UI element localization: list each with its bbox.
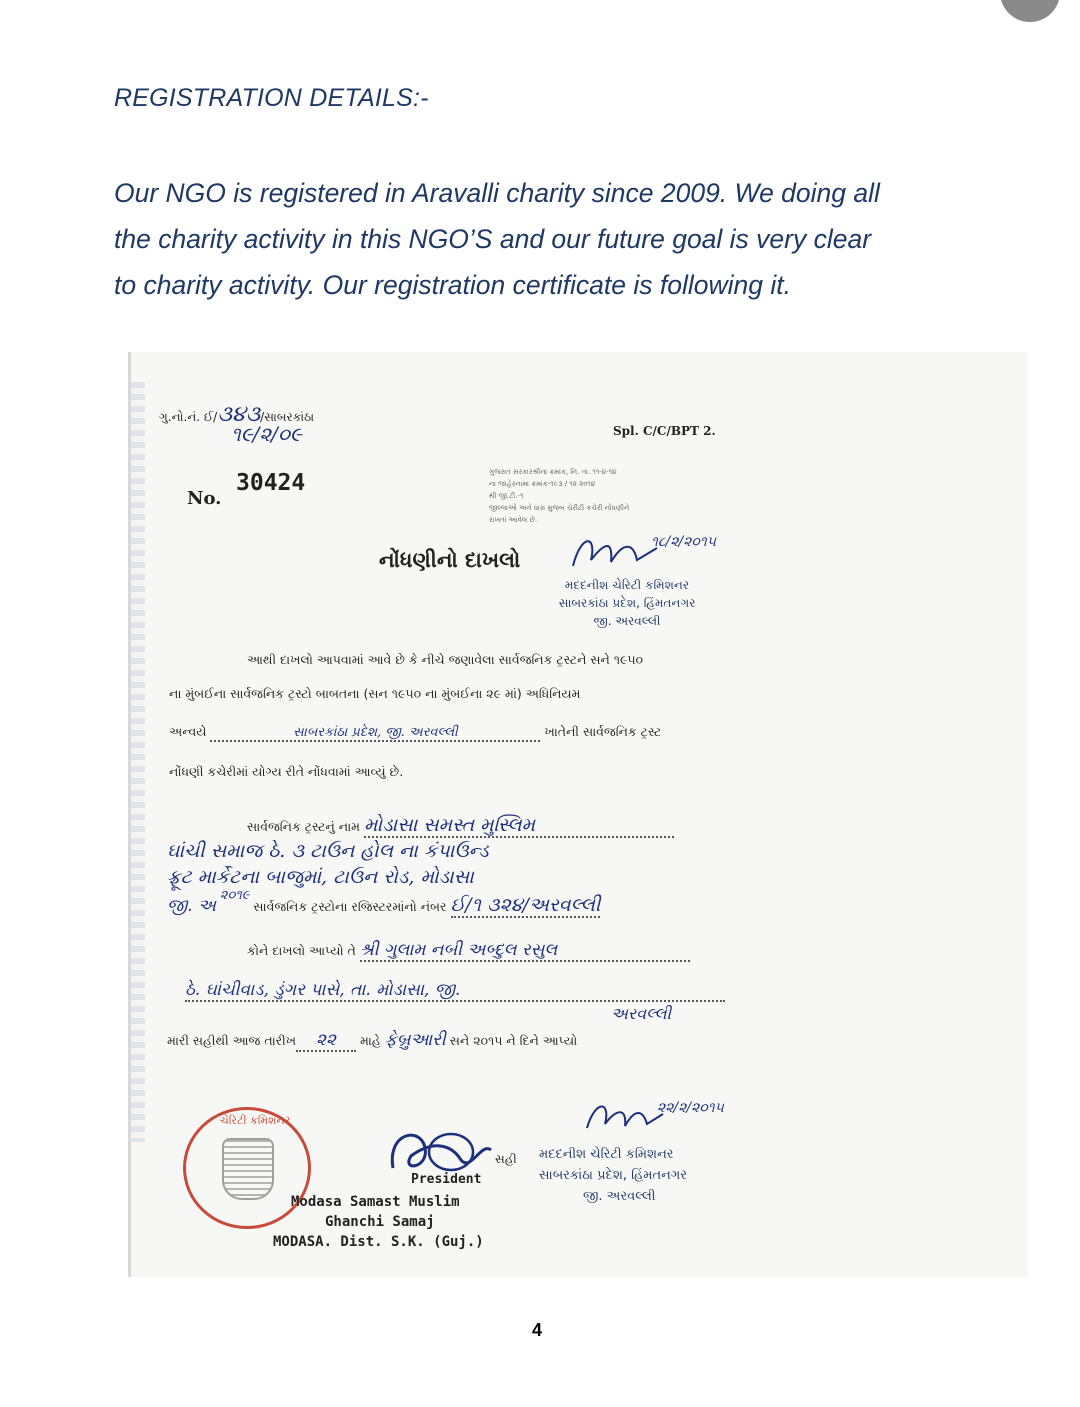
certificate-scan xyxy=(128,352,1028,1277)
stamp-president: President xyxy=(411,1172,482,1187)
page-heading: REGISTRATION DETAILS:- xyxy=(114,84,429,112)
no-label: No. xyxy=(187,488,222,509)
body-line-5: નોંધણી કચેરીમાં યોગ્ય રીતે નોંધવામાં આવ્યું છે. xyxy=(169,764,404,779)
body-line-3: અન્વયે સાબરકાંઠા પ્રદેશ, જી. અરવલ્લી ખાતેની સાર્વજનિક ટ્રસ્ટ xyxy=(169,724,662,740)
intro-paragraph xyxy=(114,170,994,308)
top-left-ref: ગુ.નો.નં. ઈ/૩૪૩/સાબરકાંઠા xyxy=(159,402,315,427)
registry-row: જી. અ ૨૦૧૯ સાર્વજનિક ટ્રસ્ટોના રજિસ્ટરમાંનો નંબર ઈ/૧ ૩૨૪/અરવલ્લી xyxy=(167,888,601,916)
bottom-signature-date: ૨૨/૨/૨૦૧૫ xyxy=(657,1100,724,1116)
issued-to-row: કોને દાખલો આપ્યો તે શ્રી ગુલામ નબી અબ્દુલ રસુલ xyxy=(247,940,690,962)
intro-line: the charity activity in this NGO’S and our future goal is very clear xyxy=(114,224,872,254)
stamp-samaj: Ghanchi Samaj xyxy=(325,1214,435,1230)
certificate-title: નોંધણીનો દાખલો xyxy=(379,548,521,572)
stamp-trust-name: Modasa Samast Muslim xyxy=(291,1194,460,1210)
issued-to-address-2: અરવલ્લી xyxy=(611,1004,672,1023)
sahi-label: સહી xyxy=(495,1152,517,1166)
top-left-date: ૧૯/૨/૦૯ xyxy=(231,422,302,446)
page-corner-button[interactable] xyxy=(1000,0,1060,22)
intro-line: Our NGO is registered in Aravalli charity since 2009. We doing all xyxy=(114,178,880,208)
charity-commissioner-seal: ચેરિટી કમિશનર xyxy=(183,1107,311,1229)
stamp-address: MODASA. Dist. S.K. (Guj.) xyxy=(273,1234,484,1250)
serial-number: 30424 xyxy=(236,470,306,496)
trust-address-line-3: ફ્રૂટ માર્કેટના બાજુમાં, ટાઉન રોડ, મોડાસા xyxy=(167,866,474,888)
top-right-note: ગુજરાત સરકારશ્રીના ક્રમાંક, નિ. તા. ૧૧-૪-૧૪ ના જાહેરનામા ક્રમાંક-૧૯૩ / ૧૨ ૨૦૧૪ થી જી.ટી.-૧ જીલ્લાઓ અને ધારા મુજબ ચેરીટી કચેરી નોંધણીને રાખતાં આવેલ છે. xyxy=(489,468,630,524)
trust-name-row: સાર્વજનિક ટ્રસ્ટનું નામ મોડાસા સમસ્ત મુસ્લિમ xyxy=(247,814,674,838)
top-signature-date: ૧૮/૨/૨૦૧૫ xyxy=(651,534,716,550)
issue-date-row: મારી સહીથી આજ તારીખ ૨૨ માહે ફેબ્રુઆરી સને ૨૦૧૫ ને દિને આપ્યો xyxy=(167,1030,578,1050)
issued-to-address: ઠે. ઘાંચીવાડ, ડુંગર પાસે, તા. મોડાસા, જી. xyxy=(185,980,725,1002)
intro-line: to charity activity. Our registration certificate is following it. xyxy=(114,270,791,300)
body-line-1: આથી દાખલો આપવામાં આવે છે કે નીચે જણાવેલા સાર્વજનિક ટ્રસ્ટને સને ૧૯૫૦ xyxy=(247,652,644,667)
bottom-officer-block: મદદનીશ ચેરિટી કમિશનર સાબરકાંઠા પ્રદેશ, હિંમતનગર જી. અરવલ્લી xyxy=(539,1147,687,1204)
top-officer-block: મદદનીશ ચેરિટી કમિશનર સાબરકાંઠા પ્રદેશ, હિંમતનગર જી. અરવલ્લી xyxy=(558,578,696,628)
scan-edge-artifact xyxy=(131,382,145,1142)
trust-address-line-2: ઘાંચી સમાજ ઠે. ૩ ટાઉન હોલ ના કંપાઉન્ડ xyxy=(167,840,489,862)
body-line-2: ના મુંબઈના સાર્વજનિક ટ્રસ્ટો બાબતના (સન ૧૯૫૦ ના મુંબઈના ૨૯ માં) અધિનિયમ xyxy=(169,686,581,701)
page-number: 4 xyxy=(532,1320,543,1340)
emblem-icon xyxy=(222,1138,274,1200)
form-code: Spl. C/C/BPT 2. xyxy=(613,424,716,438)
